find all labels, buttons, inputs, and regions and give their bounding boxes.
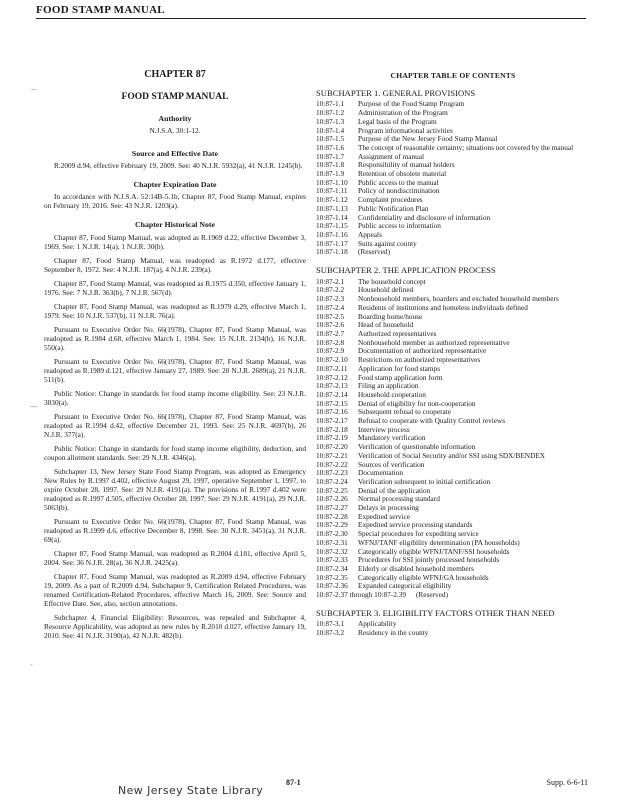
section-number: 10:87-2.28 (316, 511, 348, 521)
history-note: Pursuant to Executive Order No. 66(1978), Chapter 87, Food Stamp Manual, was readopted as R.1989 d.121, effective January 27, 1989. See: 20 N.J.R. 2689(a), 21 N.J.R. 511(b). (44, 357, 306, 384)
section-number: 10:87-2.31 (316, 537, 348, 547)
history-note: Chapter 87, Food Stamp Manual, was readopted as R.1975 d.350, effective January 1, 1976. See: 7 N.J.R. 363(b), 7 N.J.R. 567(d). (44, 279, 306, 297)
section-number: 10:87-2.1 (316, 276, 345, 286)
section-title: Categorically eligible WFNJ/GA households (358, 572, 489, 582)
section-title: Mandatory verification (358, 433, 426, 443)
section-title: Subsequent refusal to cooperate (358, 407, 452, 417)
running-head: FOOD STAMP MANUAL (36, 4, 165, 16)
history-note: Chapter 87, Food Stamp Manual, was readopted as R.1972 d.177, effective September 8, 1972. See: 4 N.J.R. 187(a), 4 N.J.R. 239(a). (44, 256, 306, 274)
section-number: 10:87-2.10 (316, 355, 348, 365)
section-title: Documentation (358, 468, 403, 478)
section-number: 10:87-2.25 (316, 485, 348, 495)
section-number: 10:87-2.27 (316, 503, 348, 513)
section-number: 10:87-2.5 (316, 311, 345, 321)
section-title: Sources of verification (358, 459, 425, 469)
history-note: Public Notice: Change in standards for food stamp income eligibility. See: 23 N.J.R. 3030(a). (44, 389, 306, 407)
section-title: Special procedures for expediting service (358, 529, 479, 539)
section-title: Expedited service processing standards (358, 520, 473, 530)
section-title: Public access to information (358, 221, 441, 231)
section-number: 10:87-2.16 (316, 407, 348, 417)
section-title: Purpose of the Food Stamp Program (358, 99, 465, 109)
section-number: 10:87-2.8 (316, 337, 345, 347)
table-of-contents (316, 89, 590, 638)
section-number: 10:87-3.2 (316, 628, 345, 638)
section-number: 10:87-2.23 (316, 468, 348, 478)
section-title: Assignment of manual (358, 151, 425, 161)
section-title: Program informational activities (358, 125, 453, 135)
section-title: Residency in the county (358, 628, 429, 638)
supplement-date: Supp. 6-6-11 (546, 778, 588, 787)
section-title: Administration of the Program (358, 108, 448, 118)
section-number: 10:87-2.22 (316, 459, 348, 469)
section-title: Normal processing standard (358, 494, 440, 504)
authority-heading: Authority (158, 114, 192, 123)
section-title: (Reserved) (358, 247, 391, 257)
expiration-text: In accordance with N.J.S.A. 52:14B-5.1b, Chapter 87, Food Stamp Manual, expires on February 19, 2016. See: 43 N.J.R. 1203(a). (44, 192, 306, 210)
section-title: Restrictions on authorized representatives (358, 355, 481, 365)
section-title: Public access to the manual (358, 177, 439, 187)
section-title: Documentation of authorized representative (358, 346, 487, 356)
section-title: (Reserved) (416, 590, 449, 600)
section-title: Head of household (358, 320, 414, 330)
section-title: Purpose of the New Jersey Food Stamp Manual (358, 134, 498, 144)
section-title: Expedited service (358, 511, 411, 521)
subchapter-heading: SUBCHAPTER 1. GENERAL PROVISIONS (316, 87, 476, 98)
section-number: 10:87-1.13 (316, 203, 348, 213)
history-heading: Chapter Historical Note (135, 220, 215, 229)
toc-entry (316, 629, 590, 638)
section-number: 10:87-2.19 (316, 433, 348, 443)
history-note: Chapter 87, Food Stamp Manual, was readopted as R.1979 d.29, effective March 1, 1979. See: 10 N.J.R. 537(b), 11 N.J.R. 76(a). (44, 302, 306, 320)
section-title: Applicability (358, 619, 397, 629)
section-number: 10:87-2.9 (316, 346, 345, 356)
left-column (44, 70, 306, 645)
section-number: 10:87-2.4 (316, 302, 345, 312)
section-title: Authorized representatives (358, 328, 437, 338)
section-number: 10:87-2.17 (316, 416, 348, 426)
section-title: WFNJ/TANF eligibility determination (PA households) (358, 537, 520, 547)
section-title: Interview process (358, 424, 410, 434)
subchapter-heading: SUBCHAPTER 2. THE APPLICATION PROCESS (316, 265, 496, 276)
section-title: Household cooperation (358, 389, 426, 399)
section-title: Appeals (358, 229, 382, 239)
section-title: Denial of the application (358, 485, 431, 495)
section-number: 10:87-2.15 (316, 398, 348, 408)
subchapter-heading: SUBCHAPTER 3. ELIGIBILITY FACTORS OTHER THAN NEED (316, 607, 555, 618)
margin-scan-mark: ⌒ (30, 89, 38, 98)
section-title: Public Notification Plan (358, 203, 429, 213)
section-number: 10:87-3.1 (316, 619, 345, 629)
source-heading: Source and Effective Date (131, 149, 219, 158)
section-number: 10:87-1.3 (316, 116, 345, 126)
section-number: 10:87-1.7 (316, 151, 345, 161)
section-title: The household concept (358, 276, 426, 286)
section-title: Refusal to cooperate with Quality Control reviews (358, 416, 506, 426)
library-stamp: New Jersey State Library (118, 784, 264, 797)
history-note: Pursuant to Executive Order No. 66(1978), Chapter 87, Food Stamp Manual, was readopted as R.1994 d.42, effective December 21, 1993. See: 25 N.J.R. 4697(b), 26 N.J.R. 377(a). (44, 412, 306, 439)
section-title: Household defined (358, 285, 414, 295)
section-number: 10:87-2.24 (316, 476, 348, 486)
section-number: 10:87-2.18 (316, 424, 348, 434)
section-number: 10:87-2.6 (316, 320, 345, 330)
section-title: Categorically eligible WFNJ/TANF/SSI households (358, 546, 510, 556)
history-note: Chapter 87, Food Stamp Manual, was readopted as R.2004 d.181, effective April 5, 2004. See: 36 N.J.R. 28(a), 36 N.J.R. 2425(a). (44, 549, 306, 567)
section-number: 10:87-2.20 (316, 442, 348, 452)
section-title: Suits against county (358, 238, 417, 248)
section-number: 10:87-2.35 (316, 572, 348, 582)
section-number: 10:87-1.12 (316, 195, 348, 205)
section-number: 10:87-1.15 (316, 221, 348, 231)
section-number: 10:87-2.14 (316, 389, 348, 399)
margin-scan-mark: - (30, 660, 33, 669)
history-note: Subchapter 4, Financial Eligibility: Resources, was repealed and Subchapter 4, Resource Applicability, was adopted as new rules by R.2010 d.027, effective January 19, 2010. See: 41 N.J.R. 3190(a), 42 N.J.R. 482(b). (44, 613, 306, 640)
section-number: 10:87-1.18 (316, 247, 348, 257)
section-title: Responsibility of manual holders (358, 160, 455, 170)
section-number: 10:87-1.16 (316, 229, 348, 239)
section-number: 10:87-1.14 (316, 212, 348, 222)
section-title: Confidentiality and disclosure of information (358, 212, 491, 222)
section-title: Nonhousehold member as authorized representative (358, 337, 510, 347)
section-number: 10:87-1.5 (316, 134, 345, 144)
section-title: Elderly or disabled household members (358, 563, 474, 573)
chapter-title: FOOD STAMP MANUAL (121, 92, 229, 102)
section-number: 10:87-1.6 (316, 142, 345, 152)
section-title: Expanded categorical eligibility (358, 581, 452, 591)
toc-entry (316, 591, 590, 600)
section-number: 10:87-1.4 (316, 125, 345, 135)
history-note: Subchapter 13, New Jersey State Food Stamp Program, was adopted as Emergency New Rules by R.1997 d.402, effective August 29, 1997, operative September 1, 1997, to expire October 28, 1997. See: 29 N.J.R. 4191(a). The provisions of R.1997 d.402 were readopted as R.1997 d.505, effective October 28, 1997. See: 29 N.J.R. 4191(a), 29 N.J.R. 5063(b). (44, 467, 306, 512)
section-number: 10:87-2.2 (316, 285, 345, 295)
history-note: Chapter 87, Food Stamp Manual, was adopted as R.1969 d.22, effective December 3, 1969. See: 1 N.J.R. 14(a), 1 N.J.R. 30(b). (44, 233, 306, 251)
section-title: Legal basis of the Program (358, 116, 437, 126)
toc-title: CHAPTER TABLE OF CONTENTS (390, 71, 516, 80)
header-rule (36, 18, 586, 19)
history-note: Public Notice: Change in standards for food stamp income eligibility, deduction, and coupon allotment standards. See: 29 N.J.R. 4346(a). (44, 444, 306, 462)
section-title: Filing an application (358, 381, 419, 391)
authority-text: N.J.S.A. 30:1-12. (149, 126, 201, 135)
section-title: Food stamp application form (358, 372, 443, 382)
section-number: 10:87-1.8 (316, 160, 345, 170)
section-number: 10:87-2.32 (316, 546, 348, 556)
section-number: 10:87-2.30 (316, 529, 348, 539)
source-text: R.2009 d.94, effective February 19, 2009. See: 40 N.J.R. 5932(a), 41 N.J.R. 1245(b). (54, 161, 303, 170)
section-number: 10:87-1.10 (316, 177, 348, 187)
section-title: Policy of nondiscrimination (358, 186, 440, 196)
section-number: 10:87-2.13 (316, 381, 348, 391)
margin-scan-mark: — (30, 402, 38, 411)
section-number: 10:87-1.1 (316, 99, 345, 109)
section-number: 10:87-2.21 (316, 450, 348, 460)
section-title: Residents of institutions and homeless individuals defined (358, 302, 528, 312)
section-number: 10:87-2.37 through 10:87-2.39 (316, 590, 406, 600)
section-title: Verification subsequent to initial certification (358, 476, 491, 486)
section-number: 10:87-2.7 (316, 328, 345, 338)
section-number: 10:87-2.29 (316, 520, 348, 530)
section-title: Complaint procedures (358, 195, 423, 205)
section-title: Denial of eligibility for non-cooperation (358, 398, 476, 408)
right-column (316, 70, 590, 638)
history-note: Pursuant to Executive Order No. 66(1978), Chapter 87, Food Stamp Manual, was readopted as R.1984 d.68, effective March 1, 1984. See: 15 N.J.R. 2134(b), 16 N.J.R. 550(a). (44, 325, 306, 352)
section-title: Delays in processing (358, 503, 419, 513)
section-title: The concept of reasonable certainty; situations not covered by the manual (358, 142, 574, 152)
section-number: 10:87-2.33 (316, 555, 348, 565)
section-title: Verification of Social Security and/or SSI using SDX/BENDEX (358, 450, 546, 460)
section-title: Boarding home/house (358, 311, 423, 321)
section-title: Retention of obsolete material (358, 169, 447, 179)
history-note: Chapter 87, Food Stamp Manual, was readopted as R.2009 d.94, effective February 19, 2009. As a part of R.2009 d.94, Subchapter 9, Certification Related Procedures, was renamed Certification-Related Procedures, effective March 16, 2009. See: Source and Effective Date. See, also, section annotations. (44, 572, 306, 608)
section-title: Application for food stamps (358, 363, 441, 373)
expiration-heading: Chapter Expiration Date (133, 180, 217, 189)
toc-entry (316, 248, 590, 257)
history-notes (44, 233, 306, 640)
section-title: Verification of questionable information (358, 442, 476, 452)
section-number: 10:87-2.34 (316, 563, 348, 573)
section-number: 10:87-2.3 (316, 294, 345, 304)
section-number: 10:87-1.17 (316, 238, 348, 248)
section-number: 10:87-1.9 (316, 169, 345, 179)
section-number: 10:87-2.11 (316, 363, 348, 373)
section-number: 10:87-1.11 (316, 186, 348, 196)
section-number: 10:87-2.26 (316, 494, 348, 504)
section-number: 10:87-2.12 (316, 372, 348, 382)
section-number: 10:87-1.2 (316, 108, 345, 118)
chapter-number: CHAPTER 87 (144, 69, 206, 80)
section-title: Procedures for SSI jointly processed households (358, 555, 500, 565)
page-number: 87-1 (286, 778, 301, 787)
history-note: Pursuant to Executive Order No. 66(1978), Chapter 87, Food Stamp Manual, was readopted as R.1999 d.6, effective December 8, 1998. See: 30 N.J.R. 3451(a), 31 N.J.R. 69(a). (44, 517, 306, 544)
section-title: Nonhousehold members, boarders and excluded household members (358, 294, 559, 304)
section-number: 10:87-2.36 (316, 581, 348, 591)
